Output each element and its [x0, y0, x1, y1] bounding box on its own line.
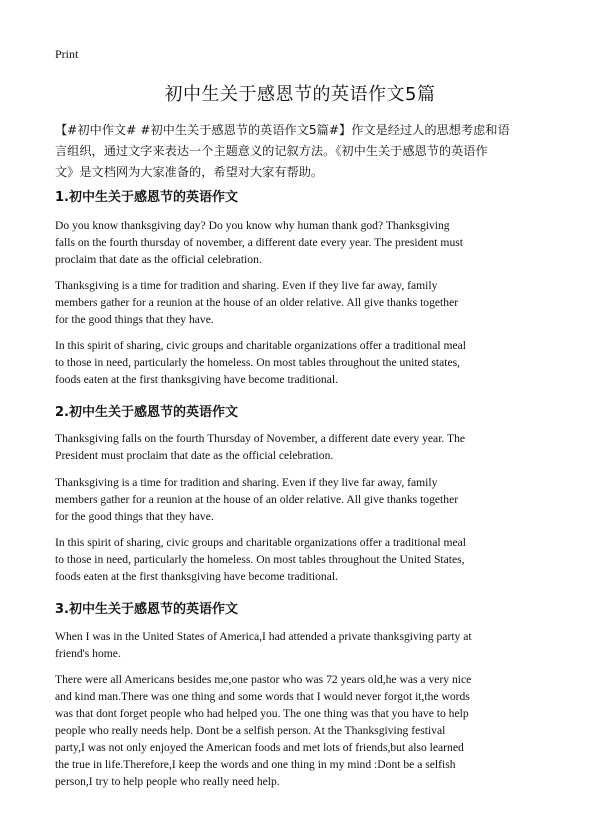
section-3-paragraph-1 [55, 628, 547, 662]
section-2-paragraph-3 [55, 534, 547, 585]
text-line: for the good things that they have. [55, 510, 214, 523]
intro-paragraph [55, 120, 550, 183]
text-line: In this spirit of sharing, civic groups and charitable organizations offer a traditional meal [55, 339, 467, 352]
section-2-paragraph-1 [55, 430, 547, 464]
text-line: to those in need, particularly the homeless. On most tables throughout the United States, [55, 553, 465, 566]
text-line: people who really needs help. Dont be a selfish person. At the Thanksgiving festival [55, 724, 446, 737]
text-line: Thanksgiving is a time for tradition and sharing. Even if they live far away, family [55, 476, 438, 489]
text-line: to those in need, particularly the homeless. On most tables throughout the united states, [55, 356, 461, 369]
text-line: foods eaten at the first thanksgiving have become traditional. [55, 373, 338, 386]
section-1-paragraph-3 [55, 337, 547, 388]
intro-line: 【#初中作文# #初中生关于感恩节的英语作文5篇#】作文是经过人的思想考虑和语 [55, 123, 510, 137]
text-line: friend's home. [55, 647, 121, 660]
section-1-heading: 1.初中生关于感恩节的英语作文 [55, 190, 238, 205]
print-label[interactable]: Print [55, 47, 79, 61]
section-2-heading: 2.初中生关于感恩节的英语作文 [55, 405, 238, 420]
section-3-paragraph-2 [55, 671, 547, 790]
intro-line: 文》是文档网为大家准备的，希望对大家有帮助。 [55, 165, 324, 179]
text-line: members gather for a reunion at the house of an older relative. All give thanks together [55, 296, 459, 309]
text-line: Thanksgiving falls on the fourth Thursday of November, a different date every year. The [55, 432, 466, 445]
text-line: Do you know thanksgiving day? Do you know why human thank god? Thanksgiving [55, 219, 450, 232]
text-line: proclaim that date as the official celebration. [55, 253, 262, 266]
text-line: When I was in the United States of America,I had attended a private thanksgiving party at [55, 630, 472, 643]
section-2-paragraph-2 [55, 474, 547, 525]
text-line: There were all Americans besides me,one pastor who was 72 years old,he was a very nice [55, 673, 472, 686]
text-line: members gather for a reunion at the house of an older relative. All give thanks together [55, 493, 459, 506]
text-line: In this spirit of sharing, civic groups and charitable organizations offer a traditional meal [55, 536, 467, 549]
text-line: party,I was not only enjoyed the American foods and met lots of friends,but also learned [55, 741, 464, 754]
text-line: falls on the fourth thursday of november, a different date every year. The president must [55, 236, 463, 249]
document-title: 初中生关于感恩节的英语作文5篇 [164, 84, 436, 105]
intro-line: 言组织，通过文字来表达一个主题意义的记叙方法。《初中生关于感恩节的英语作 [55, 144, 488, 158]
section-1-paragraph-1 [55, 217, 547, 268]
text-line: Thanksgiving is a time for tradition and sharing. Even if they live far away, family [55, 279, 438, 292]
text-line: President must proclaim that date as the official celebration. [55, 449, 334, 462]
text-line: and kind man.There was one thing and some words that I would never forgot it,the words [55, 690, 470, 703]
section-3-heading: 3.初中生关于感恩节的英语作文 [55, 602, 238, 617]
section-1-paragraph-2 [55, 277, 547, 328]
text-line: for the good things that they have. [55, 313, 214, 326]
text-line: foods eaten at the first thanksgiving have become traditional. [55, 570, 338, 583]
text-line: the true in life.Therefore,I keep the words and one thing in my mind :Dont be a selfish [55, 758, 456, 771]
text-line: was that dont forget people who had helped you. The one thing was that you have to help [55, 707, 469, 720]
text-line: person,I try to help people who really need help. [55, 775, 280, 788]
